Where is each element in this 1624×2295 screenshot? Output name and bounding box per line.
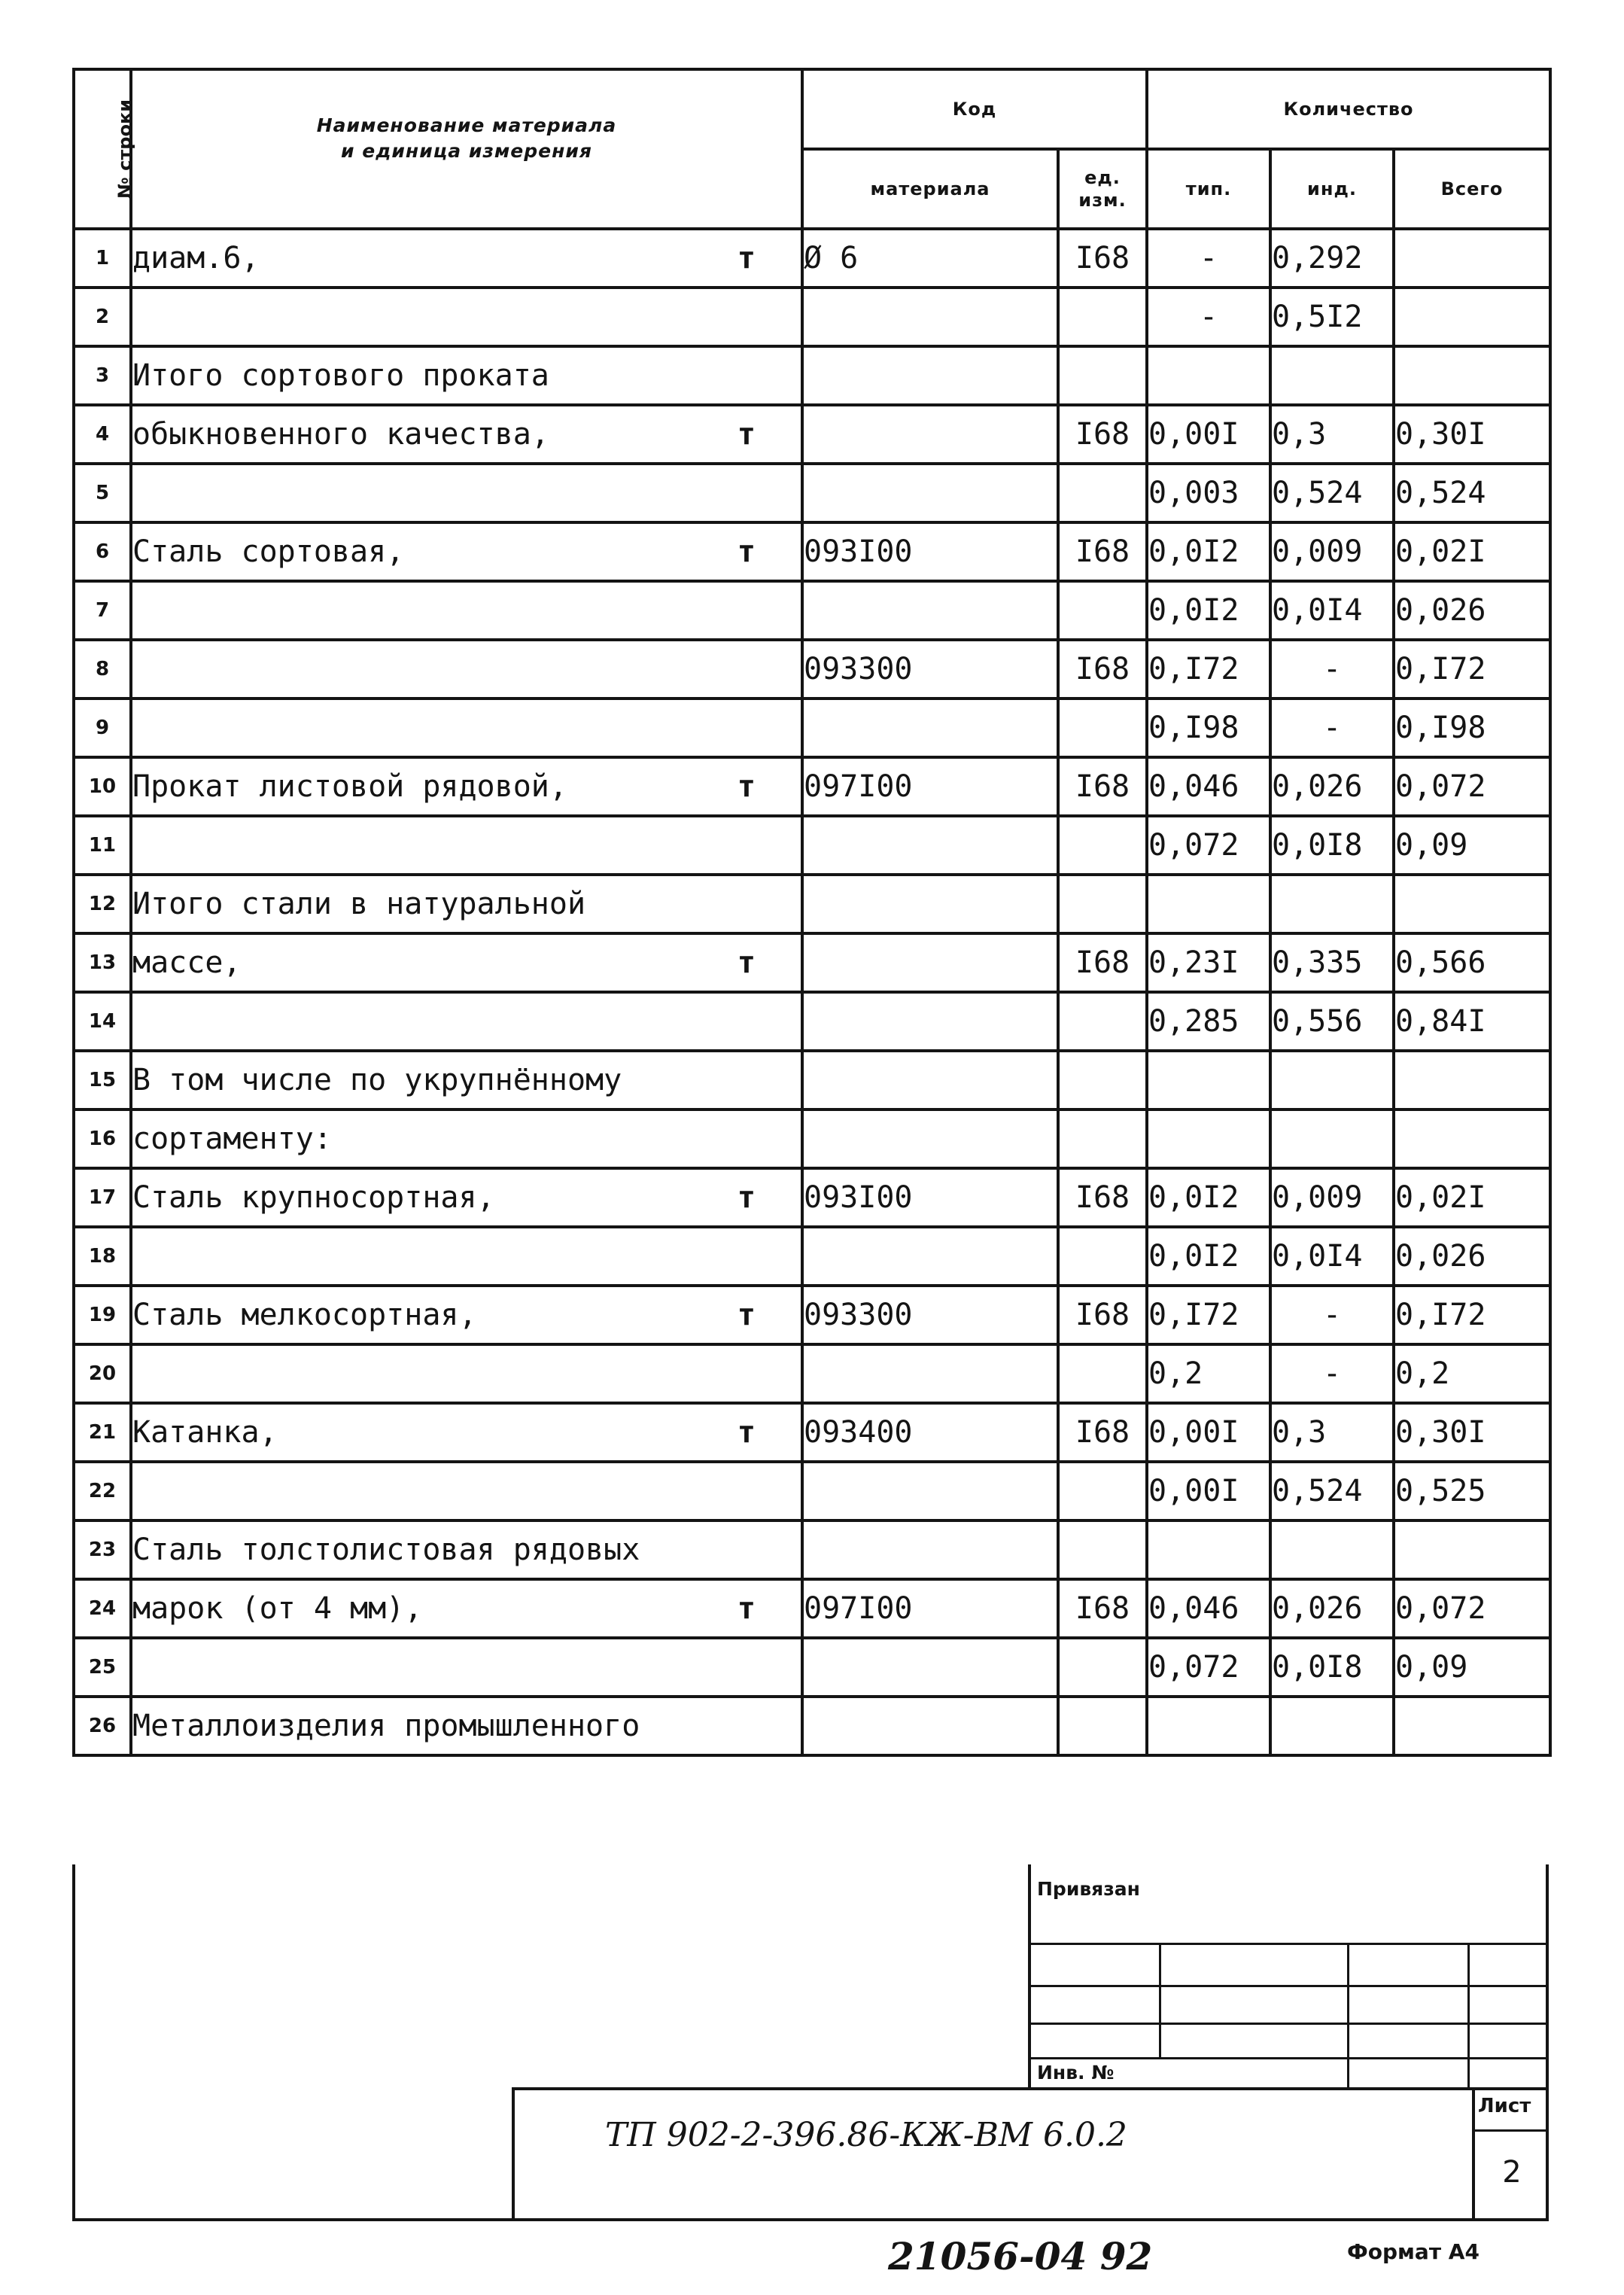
qty-typ: 0,I98 — [1147, 699, 1270, 757]
material-code — [802, 1638, 1058, 1697]
table-row — [74, 405, 1550, 464]
qty-total: 0,026 — [1394, 581, 1550, 640]
qty-total: 0,566 — [1394, 933, 1550, 992]
qty-total — [1394, 875, 1550, 933]
qty-ind: 0,009 — [1270, 1168, 1394, 1227]
row-number: 5 — [74, 464, 131, 522]
material-name: диам.6, — [132, 241, 260, 275]
qty-ind — [1270, 1520, 1394, 1579]
table-row — [74, 346, 1550, 405]
row-number: 23 — [74, 1520, 131, 1579]
qty-typ: 0,23I — [1147, 933, 1270, 992]
table-row — [74, 229, 1550, 288]
table-row — [74, 1051, 1550, 1109]
table-row — [74, 1109, 1550, 1168]
qty-typ — [1147, 1051, 1270, 1109]
row-number: 19 — [74, 1286, 131, 1344]
unit-code — [1058, 992, 1147, 1051]
row-number: 8 — [74, 640, 131, 699]
sheet-label: Лист — [1478, 2095, 1531, 2117]
qty-typ: 0,I72 — [1147, 640, 1270, 699]
qty-ind: 0,026 — [1270, 757, 1394, 816]
qty-ind: - — [1270, 640, 1394, 699]
row-number: 2 — [74, 288, 131, 346]
qty-ind: 0,026 — [1270, 1579, 1394, 1638]
material-name: В том числе по укрупнённому — [132, 1063, 622, 1097]
material-code — [802, 992, 1058, 1051]
qty-total: 0,I98 — [1394, 699, 1550, 757]
qty-total — [1394, 229, 1550, 288]
row-number: 22 — [74, 1462, 131, 1520]
name-header — [131, 69, 802, 229]
name-header-line2: и единица измерения — [341, 140, 592, 162]
material-name-cell — [131, 229, 802, 288]
row-number: 20 — [74, 1344, 131, 1403]
qty-total: 0,026 — [1394, 1227, 1550, 1286]
material-name-cell — [131, 757, 802, 816]
qty-typ — [1147, 875, 1270, 933]
qty-typ: 0,285 — [1147, 992, 1270, 1051]
divider — [1475, 2129, 1549, 2132]
unit-code — [1058, 346, 1147, 405]
material-name-cell — [131, 1579, 802, 1638]
qty-total: 0,30I — [1394, 405, 1550, 464]
material-code — [802, 875, 1058, 933]
qty-typ-header: тип. — [1147, 149, 1270, 229]
qty-total: 0,I72 — [1394, 640, 1550, 699]
table-row — [74, 757, 1550, 816]
material-name-cell — [131, 1051, 802, 1109]
document-code: ТП 902-2-396.86-КЖ-ВМ 6.0.2 — [605, 2116, 1127, 2154]
qty-typ: 0,072 — [1147, 1638, 1270, 1697]
unit-code — [1058, 581, 1147, 640]
material-name: сортаменту: — [132, 1122, 332, 1156]
table-row — [74, 1286, 1550, 1344]
qty-total — [1394, 288, 1550, 346]
table-row — [74, 288, 1550, 346]
material-code: 093300 — [802, 1286, 1058, 1344]
qty-typ: 0,0I2 — [1147, 522, 1270, 581]
unit-code: I68 — [1058, 933, 1147, 992]
table-row — [74, 1579, 1550, 1638]
rownum-header-label: № строки — [114, 99, 136, 199]
row-number: 9 — [74, 699, 131, 757]
material-code: 093400 — [802, 1403, 1058, 1462]
material-name-cell — [131, 1462, 802, 1520]
table-row — [74, 1520, 1550, 1579]
divider — [1347, 1943, 1349, 2087]
material-name-cell — [131, 1286, 802, 1344]
material-name: Сталь сортовая, — [132, 534, 405, 569]
divider — [1467, 1943, 1470, 2087]
doc-title-box — [512, 2087, 1549, 2218]
qty-typ: 0,2 — [1147, 1344, 1270, 1403]
row-number: 10 — [74, 757, 131, 816]
material-name: Сталь крупносортная, — [132, 1180, 495, 1215]
material-name: массе, — [132, 945, 242, 980]
row-number: 17 — [74, 1168, 131, 1227]
qty-total — [1394, 1051, 1550, 1109]
qty-typ: - — [1147, 288, 1270, 346]
unit-label: т — [737, 241, 756, 275]
row-number: 6 — [74, 522, 131, 581]
divider — [1031, 2057, 1549, 2059]
row-number: 11 — [74, 816, 131, 875]
unit-label: т — [737, 1591, 756, 1626]
material-code — [802, 288, 1058, 346]
qty-ind: 0,292 — [1270, 229, 1394, 288]
qty-total: 0,072 — [1394, 757, 1550, 816]
code-material-header: материала — [802, 149, 1058, 229]
material-code — [802, 1051, 1058, 1109]
material-code — [802, 1109, 1058, 1168]
binding-box — [1028, 1864, 1549, 2087]
table-row — [74, 1227, 1550, 1286]
qty-ind: 0,3 — [1270, 1403, 1394, 1462]
qty-typ — [1147, 1109, 1270, 1168]
unit-code: I68 — [1058, 229, 1147, 288]
materials-table — [72, 68, 1552, 1757]
row-number: 12 — [74, 875, 131, 933]
row-number: 13 — [74, 933, 131, 992]
unit-code — [1058, 1520, 1147, 1579]
qty-ind: 0,3 — [1270, 405, 1394, 464]
inv-label: Инв. № — [1037, 2062, 1115, 2083]
title-block — [72, 1864, 1549, 2221]
row-number: 21 — [74, 1403, 131, 1462]
qty-ind: 0,0I8 — [1270, 816, 1394, 875]
table-row — [74, 464, 1550, 522]
table-row — [74, 875, 1550, 933]
qty-typ: 0,072 — [1147, 816, 1270, 875]
material-name-cell — [131, 581, 802, 640]
unit-code — [1058, 288, 1147, 346]
material-name: Сталь мелкосортная, — [132, 1298, 477, 1332]
row-number: 15 — [74, 1051, 131, 1109]
unit-code: I68 — [1058, 757, 1147, 816]
table-row — [74, 1638, 1550, 1697]
material-code: Ø 6 — [802, 229, 1058, 288]
row-number: 7 — [74, 581, 131, 640]
row-number: 4 — [74, 405, 131, 464]
material-name-cell — [131, 933, 802, 992]
divider — [1159, 1943, 1161, 2057]
unit-code — [1058, 1344, 1147, 1403]
unit-code — [1058, 1697, 1147, 1755]
row-number: 14 — [74, 992, 131, 1051]
material-name-cell — [131, 1638, 802, 1697]
material-name-cell — [131, 464, 802, 522]
material-name-cell — [131, 1520, 802, 1579]
qty-total: 0,09 — [1394, 816, 1550, 875]
qty-typ: 0,003 — [1147, 464, 1270, 522]
qty-typ: 0,I72 — [1147, 1286, 1270, 1344]
material-name-cell — [131, 992, 802, 1051]
qty-total: 0,525 — [1394, 1462, 1550, 1520]
divider — [1031, 2023, 1549, 2025]
unit-code: I68 — [1058, 405, 1147, 464]
material-code — [802, 933, 1058, 992]
unit-code: I68 — [1058, 1579, 1147, 1638]
row-number: 26 — [74, 1697, 131, 1755]
table-row — [74, 1697, 1550, 1755]
unit-code — [1058, 699, 1147, 757]
material-name-cell — [131, 1227, 802, 1286]
table-row — [74, 992, 1550, 1051]
unit-label: т — [737, 945, 756, 980]
unit-code — [1058, 1638, 1147, 1697]
qty-total: 0,09 — [1394, 1638, 1550, 1697]
qty-typ: 0,046 — [1147, 757, 1270, 816]
unit-label: т — [737, 417, 756, 452]
material-name-cell — [131, 699, 802, 757]
material-code: 093300 — [802, 640, 1058, 699]
qty-group-header: Количество — [1147, 69, 1550, 149]
material-name-cell — [131, 816, 802, 875]
table-row — [74, 522, 1550, 581]
row-number: 25 — [74, 1638, 131, 1697]
table-row — [74, 640, 1550, 699]
qty-typ: 0,046 — [1147, 1579, 1270, 1638]
material-code — [802, 699, 1058, 757]
table-row — [74, 933, 1550, 992]
qty-typ: - — [1147, 229, 1270, 288]
material-name-cell — [131, 1403, 802, 1462]
qty-total-header: Всего — [1394, 149, 1550, 229]
qty-total: 0,30I — [1394, 1403, 1550, 1462]
qty-ind — [1270, 1109, 1394, 1168]
unit-label: т — [737, 769, 756, 804]
qty-typ: 0,00I — [1147, 1462, 1270, 1520]
code-unit-header: ед. изм. — [1058, 149, 1147, 229]
qty-ind-header: инд. — [1270, 149, 1394, 229]
material-name-cell — [131, 405, 802, 464]
unit-label: т — [737, 1298, 756, 1332]
unit-code — [1058, 464, 1147, 522]
divider — [1031, 1985, 1549, 1987]
unit-code — [1058, 875, 1147, 933]
qty-total: 0,84I — [1394, 992, 1550, 1051]
qty-typ — [1147, 1697, 1270, 1755]
qty-ind: 0,0I4 — [1270, 1227, 1394, 1286]
unit-label: т — [737, 1415, 756, 1450]
table-body — [74, 229, 1550, 1755]
material-name: Итого стали в натуральной — [132, 887, 586, 921]
qty-total — [1394, 1520, 1550, 1579]
material-name-cell — [131, 1168, 802, 1227]
qty-total — [1394, 1697, 1550, 1755]
unit-code: I68 — [1058, 522, 1147, 581]
unit-code — [1058, 1109, 1147, 1168]
material-name: обыкновенного качества, — [132, 417, 549, 452]
material-code: 097I00 — [802, 1579, 1058, 1638]
material-name-cell — [131, 640, 802, 699]
qty-typ: 0,00I — [1147, 1403, 1270, 1462]
material-code — [802, 1697, 1058, 1755]
table-row — [74, 581, 1550, 640]
material-name-cell — [131, 1344, 802, 1403]
qty-ind: 0,556 — [1270, 992, 1394, 1051]
name-header-line1: Наименование материала — [316, 114, 617, 136]
qty-ind: - — [1270, 699, 1394, 757]
qty-ind: 0,524 — [1270, 1462, 1394, 1520]
qty-total — [1394, 346, 1550, 405]
rownum-header — [74, 69, 136, 229]
qty-ind — [1270, 875, 1394, 933]
material-name: Прокат листовой рядовой, — [132, 769, 567, 804]
material-name-cell — [131, 346, 802, 405]
unit-code: I68 — [1058, 1168, 1147, 1227]
material-code — [802, 581, 1058, 640]
material-code: 097I00 — [802, 757, 1058, 816]
qty-typ: 0,0I2 — [1147, 581, 1270, 640]
qty-typ: 0,00I — [1147, 405, 1270, 464]
row-number: 1 — [74, 229, 131, 288]
unit-code — [1058, 816, 1147, 875]
material-name-cell — [131, 522, 802, 581]
material-name: Катанка, — [132, 1415, 278, 1450]
qty-total — [1394, 1109, 1550, 1168]
qty-ind: 0,524 — [1270, 464, 1394, 522]
table-header — [74, 69, 1550, 229]
qty-typ: 0,0I2 — [1147, 1168, 1270, 1227]
qty-total: 0,524 — [1394, 464, 1550, 522]
material-name-cell — [131, 875, 802, 933]
divider — [1031, 1943, 1549, 1945]
material-name-cell — [131, 288, 802, 346]
qty-ind — [1270, 1697, 1394, 1755]
row-number: 24 — [74, 1579, 131, 1638]
unit-code: I68 — [1058, 1403, 1147, 1462]
table-row — [74, 1168, 1550, 1227]
material-code: 093I00 — [802, 522, 1058, 581]
qty-total: 0,072 — [1394, 1579, 1550, 1638]
material-name: Металлоизделия промышленного — [132, 1709, 640, 1743]
unit-code: I68 — [1058, 640, 1147, 699]
qty-ind: - — [1270, 1344, 1394, 1403]
qty-total: 0,2 — [1394, 1344, 1550, 1403]
material-code — [802, 346, 1058, 405]
material-code — [802, 816, 1058, 875]
row-number: 18 — [74, 1227, 131, 1286]
sheet-box — [1472, 2090, 1549, 2218]
sheet-number: 2 — [1502, 2155, 1522, 2190]
qty-ind: 0,0I4 — [1270, 581, 1394, 640]
qty-ind: 0,5I2 — [1270, 288, 1394, 346]
table-row — [74, 1462, 1550, 1520]
qty-ind: 0,335 — [1270, 933, 1394, 992]
unit-label: т — [737, 534, 756, 569]
material-code: 093I00 — [802, 1168, 1058, 1227]
unit-code — [1058, 1227, 1147, 1286]
table-row — [74, 699, 1550, 757]
row-number: 3 — [74, 346, 131, 405]
qty-ind: 0,009 — [1270, 522, 1394, 581]
material-name: Сталь толстолистовая рядовых — [132, 1533, 640, 1567]
qty-total: 0,02I — [1394, 1168, 1550, 1227]
material-code — [802, 1462, 1058, 1520]
specification-sheet — [72, 68, 1549, 1757]
bound-label: Привязан — [1037, 1878, 1140, 1900]
qty-ind — [1270, 346, 1394, 405]
qty-ind: 0,0I8 — [1270, 1638, 1394, 1697]
material-name-cell — [131, 1697, 802, 1755]
table-row — [74, 816, 1550, 875]
qty-total: 0,02I — [1394, 522, 1550, 581]
material-name-cell — [131, 1109, 802, 1168]
table-row — [74, 1344, 1550, 1403]
qty-ind — [1270, 1051, 1394, 1109]
qty-total: 0,I72 — [1394, 1286, 1550, 1344]
material-code — [802, 464, 1058, 522]
handwritten-number: 21056-04 92 — [888, 2234, 1153, 2278]
material-name: Итого сортового проката — [132, 358, 549, 393]
unit-code — [1058, 1051, 1147, 1109]
material-name: марок (от 4 мм), — [132, 1591, 423, 1626]
unit-code: I68 — [1058, 1286, 1147, 1344]
material-code — [802, 405, 1058, 464]
qty-typ: 0,0I2 — [1147, 1227, 1270, 1286]
unit-label: т — [737, 1180, 756, 1215]
qty-ind: - — [1270, 1286, 1394, 1344]
material-code — [802, 1227, 1058, 1286]
row-number: 16 — [74, 1109, 131, 1168]
code-group-header: Код — [802, 69, 1147, 149]
format-label: Формат А4 — [1347, 2239, 1480, 2264]
table-row — [74, 1403, 1550, 1462]
unit-code — [1058, 1462, 1147, 1520]
qty-typ — [1147, 346, 1270, 405]
qty-typ — [1147, 1520, 1270, 1579]
material-code — [802, 1344, 1058, 1403]
material-code — [802, 1520, 1058, 1579]
